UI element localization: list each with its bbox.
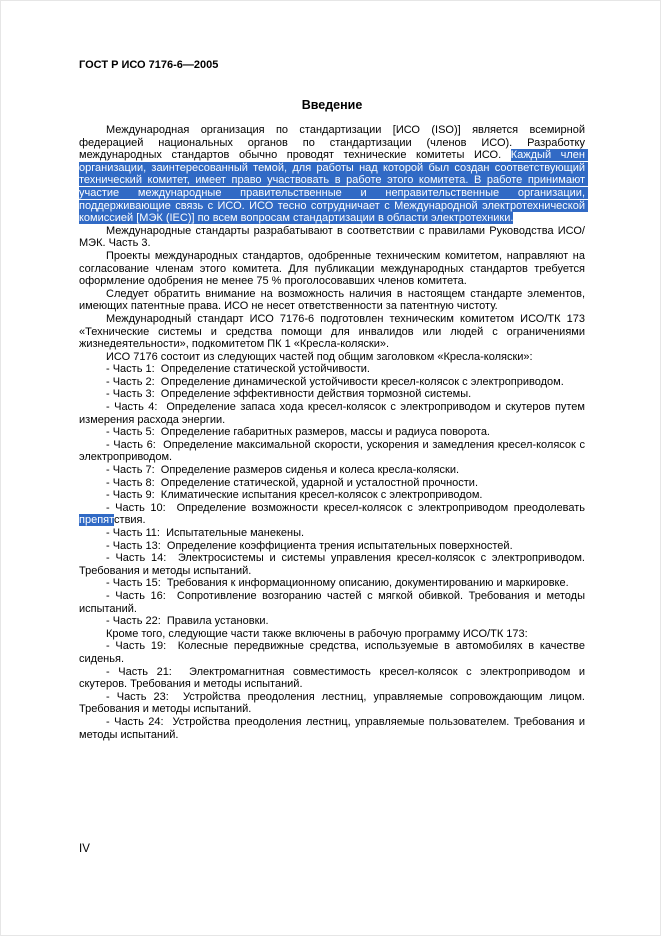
- paragraph: Международные стандарты разрабатывают в соответствии с правилами Руководства ИСО/МЭК. Часть 3.: [79, 224, 585, 250]
- parts-list-item: - Часть 22: Правила установки.: [106, 615, 269, 628]
- paragraph: [79, 124, 589, 225]
- standard-number: ГОСТ Р ИСО 7176-6—2005: [79, 59, 219, 71]
- parts-list-item: - Часть 9: Климатические испытания кресел-колясок с электроприводом.: [106, 489, 483, 502]
- parts-list-item: - Часть 13: Определение коэффициента трения испытательных поверхностей.: [106, 539, 513, 552]
- parts-list-item: - Часть 1: Определение статической устойчивости.: [106, 363, 370, 376]
- parts-list-item: - Часть 5: Определение габаритных размеров, массы и радиуса поворота.: [106, 426, 490, 439]
- parts-list-item: - Часть 21: Электромагнитная совместимость кресел-колясок с электроприводом и скутеров. Требования и методы испытаний.: [79, 665, 589, 691]
- paragraph: Проекты международных стандартов, одобренные техническим комитетом, направляют на согласование членам этого комитета. Для публикации международных стандартов требуется оформление одобрения не менее 75 % проголосовавших членов комитета.: [79, 249, 589, 288]
- parts-list-item: - Часть 7: Определение размеров сиденья и колеса кресла-коляски.: [106, 464, 460, 477]
- parts-list-item: - Часть 8: Определение статической, ударной и усталостной прочности.: [106, 476, 479, 489]
- text-run: - Часть 10: Определение возможности кресел-колясок с электроприводом преодолевать: [106, 501, 589, 514]
- parts-list-item: - Часть 24: Устройства преодоления лестниц, управляемые пользователем. Требования и методы испытаний.: [79, 715, 589, 741]
- paragraph: Следует обратить внимание на возможность наличия в настоящем стандарте элементов, имеющих патентные права. ИСО не несет ответственности за патентную чистоту.: [79, 287, 589, 313]
- parts-list-item: - Часть 6: Определение максимальной скорости, ускорения и замедления кресел-колясок с электроприводом.: [79, 438, 589, 464]
- page-number: IV: [79, 843, 90, 855]
- parts-list-item: - Часть 11: Испытательные манекены.: [106, 527, 305, 539]
- page-title: Введение: [301, 98, 363, 112]
- paragraph: Кроме того, следующие части также включены в рабочую программу ИСО/ТК 173:: [106, 627, 528, 640]
- paragraph: Международный стандарт ИСО 7176-6 подготовлен техническим комитетом ИСО/ТК 173 «Технические системы и средства помощи для инвалидов или людей с ограничениями жизнедеятельности», подкомитетом ПК 1 «Кресла-коляски».: [79, 312, 589, 351]
- selection-highlight: Каждый член организации, заинтересованный темой, для работы над которой был создан соответствующий технический комитет, имеет право участвовать в работе этого комитета. В работе принимают участие международные правительственные и неправительственные организации, поддерживающие связь с ИСО. ИСО тесно сотрудничает с Международной электротехнической комиссией [МЭК (IEC)] по всем вопросам стандартизации в области электротехники.: [79, 149, 589, 225]
- parts-list-item: - Часть 23: Устройства преодоления лестниц, управляемые сопровождающим лицом. Требования и методы испытаний.: [79, 690, 589, 716]
- selection-highlight: препят: [79, 514, 115, 527]
- document-content: [79, 59, 589, 741]
- parts-list-item: [79, 501, 589, 527]
- parts-list-item: - Часть 14: Электросистемы и системы управления кресел-колясок с электроприводом. Требования и методы испытаний.: [79, 552, 589, 577]
- parts-list-item: - Часть 19: Колесные передвижные средства, используемые в автомобилях в качестве сиденья.: [79, 640, 589, 665]
- parts-list-item: - Часть 2: Определение динамической устойчивости кресел-колясок с электроприводом.: [106, 375, 564, 388]
- parts-list-item: - Часть 3: Определение эффективности действия тормозной системы.: [106, 388, 472, 401]
- parts-list-item: - Часть 4: Определение запаса хода кресел-колясок с электроприводом и скутеров путем измерения расхода энергии.: [79, 401, 589, 426]
- parts-list-item: - Часть 15: Требования к информационному описанию, документированию и маркировке.: [106, 577, 569, 590]
- text-run: ствия.: [114, 514, 146, 527]
- paragraph: ИСО 7176 состоит из следующих частей под общим заголовком «Кресла-коляски»:: [106, 350, 533, 363]
- text-run: Международная организация по стандартизации [ИСО (ISO)] является всемирной федерацией национальных органов по стандартизации (членов ИСО). Разработку международных стандартов обычно проводят технические комитеты ИСО.: [79, 124, 589, 162]
- parts-list-item: - Часть 16: Сопротивление возгоранию частей с мягкой обивкой. Требования и методы испытаний.: [79, 589, 589, 615]
